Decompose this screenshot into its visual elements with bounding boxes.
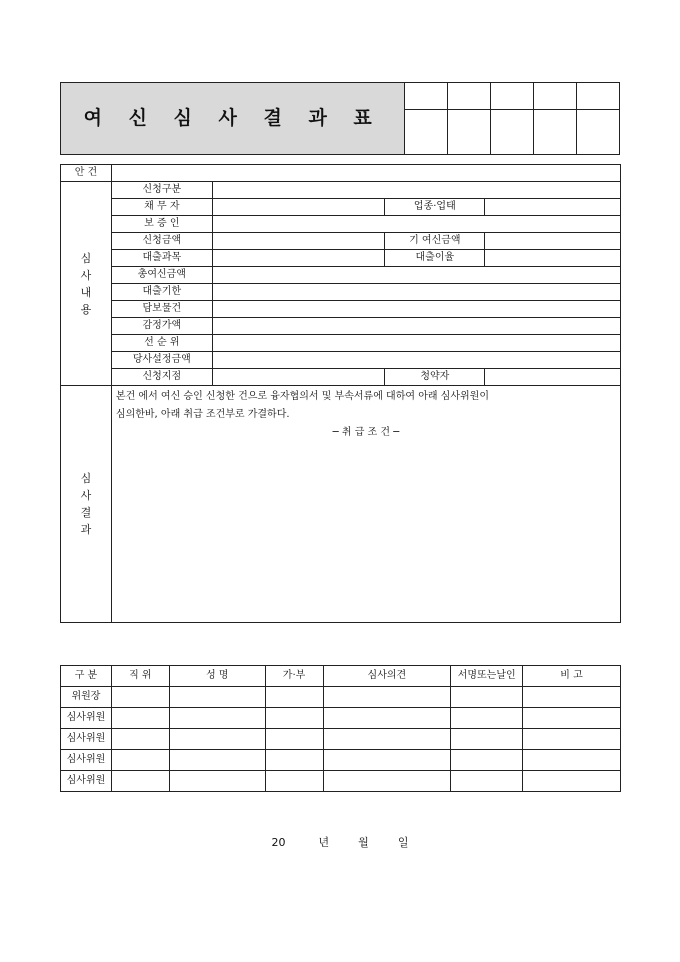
prior-rank-label: 선 순 위 [111,335,212,352]
signature-cell[interactable] [451,708,523,729]
debtor-field[interactable] [212,199,385,216]
debtor-label: 채 무 자 [111,199,212,216]
industry-label: 업종·업태 [385,199,485,216]
request-amount-label: 신청금액 [111,233,212,250]
existing-credit-label: 기 여신금액 [385,233,485,250]
date-year-prefix: 20 [271,836,286,849]
row-role: 심사위원 [61,729,112,750]
header-signature: 서명또는날인 [451,666,523,687]
remarks-cell[interactable] [523,708,621,729]
table-row [61,708,621,729]
result-content[interactable] [111,386,620,623]
request-type-label: 신청구분 [111,182,212,199]
request-branch-field[interactable] [212,369,385,386]
table-row [61,750,621,771]
row-role: 심사위원 [61,771,112,792]
guarantor-label: 보 증 인 [111,216,212,233]
approval-sign-box[interactable] [577,110,620,155]
loan-rate-field[interactable] [485,250,621,267]
committee-table [60,665,621,792]
request-type-field[interactable] [212,182,620,199]
position-cell[interactable] [111,750,169,771]
approval-sign-box[interactable] [534,110,577,155]
appraisal-field[interactable] [212,318,620,335]
signature-cell[interactable] [451,771,523,792]
opinion-cell[interactable] [323,687,451,708]
approval-sign-box[interactable] [405,110,448,155]
title-table [60,82,620,155]
position-cell[interactable] [111,771,169,792]
existing-credit-field[interactable] [485,233,621,250]
approval-box[interactable] [405,83,448,110]
position-cell[interactable] [111,729,169,750]
signature-cell[interactable] [451,687,523,708]
table-row [61,771,621,792]
approval-box[interactable] [534,83,577,110]
header-name: 성 명 [169,666,265,687]
conditions-title: ─ 취 급 조 건 ─ [332,427,400,438]
collateral-field[interactable] [212,301,620,318]
approval-sign-box[interactable] [448,110,491,155]
remarks-cell[interactable] [523,750,621,771]
date-month-label: 월 [358,836,369,849]
opinion-cell[interactable] [323,729,451,750]
vote-cell[interactable] [265,729,323,750]
date-year-label: 년 [318,836,330,849]
committee-header-row [61,666,621,687]
collateral-label: 담보물건 [111,301,212,318]
guarantor-field[interactable] [212,216,620,233]
date-line [0,834,680,850]
agenda-label: 안 건 [61,165,112,182]
subscriber-field[interactable] [485,369,621,386]
appraisal-label: 감정가액 [111,318,212,335]
name-cell[interactable] [169,687,265,708]
approval-box[interactable] [491,83,534,110]
total-credit-label: 총여신금액 [111,267,212,284]
approval-sign-box[interactable] [491,110,534,155]
loan-subject-field[interactable] [212,250,385,267]
loan-rate-label: 대출이율 [385,250,485,267]
date-day-label: 일 [397,836,409,849]
header-remarks: 비 고 [523,666,621,687]
approval-box[interactable] [448,83,491,110]
remarks-cell[interactable] [523,687,621,708]
vote-cell[interactable] [265,708,323,729]
approval-box[interactable] [577,83,620,110]
name-cell[interactable] [169,729,265,750]
signature-cell[interactable] [451,729,523,750]
review-table [60,164,621,623]
loan-term-field[interactable] [212,284,620,301]
header-opinion: 심사의견 [323,666,451,687]
loan-subject-label: 대출과목 [111,250,212,267]
agenda-field[interactable] [111,165,620,182]
result-line-2: 심의한바, 아래 취급 조건부로 가결하다. [115,409,290,420]
request-amount-field[interactable] [212,233,385,250]
request-branch-label: 신청지점 [111,369,212,386]
header-division: 구 분 [61,666,112,687]
industry-field[interactable] [485,199,621,216]
opinion-cell[interactable] [323,708,451,729]
header-vote: 가·부 [265,666,323,687]
position-cell[interactable] [111,687,169,708]
opinion-cell[interactable] [323,750,451,771]
remarks-cell[interactable] [523,729,621,750]
page-title: 여 신 심 사 결 과 표 [61,83,405,155]
result-section-label: 심 사 결 과 [61,386,112,623]
table-row [61,687,621,708]
name-cell[interactable] [169,708,265,729]
remarks-cell[interactable] [523,771,621,792]
name-cell[interactable] [169,750,265,771]
subscriber-label: 청약자 [385,369,485,386]
row-role: 위원장 [61,687,112,708]
row-role: 심사위원 [61,708,112,729]
vote-cell[interactable] [265,750,323,771]
position-cell[interactable] [111,708,169,729]
vote-cell[interactable] [265,771,323,792]
name-cell[interactable] [169,771,265,792]
row-role: 심사위원 [61,750,112,771]
result-line-1: 본건 에서 여신 승인 신청한 건으로 융자협의서 및 부속서류에 대하여 아래 심사위원이 [115,391,489,402]
header-position: 직 위 [111,666,169,687]
total-credit-field[interactable] [212,267,620,284]
prior-rank-field[interactable] [212,335,620,352]
review-section-label: 심 사 내 용 [61,182,112,386]
loan-term-label: 대출기한 [111,284,212,301]
company-setup-label: 당사설정금액 [111,352,212,369]
company-setup-field[interactable] [212,352,620,369]
table-row [61,729,621,750]
vote-cell[interactable] [265,687,323,708]
opinion-cell[interactable] [323,771,451,792]
signature-cell[interactable] [451,750,523,771]
